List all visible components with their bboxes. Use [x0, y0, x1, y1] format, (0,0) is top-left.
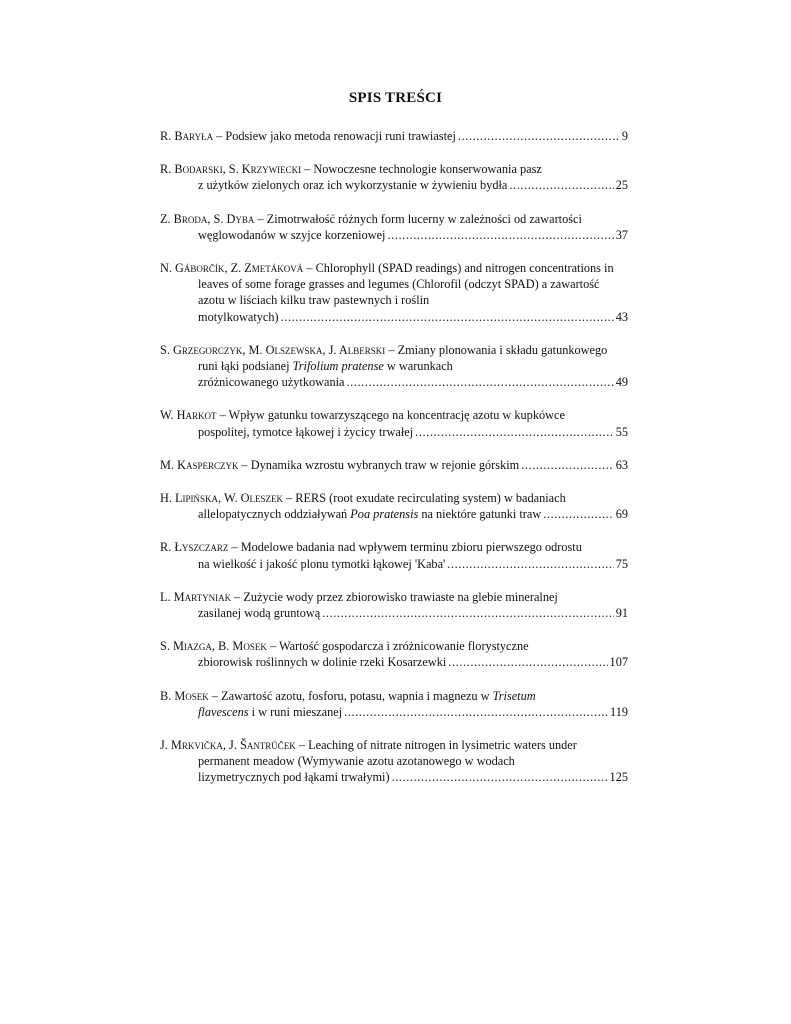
toc-entry-last-line: [160, 128, 456, 144]
toc-entry-text: i w runi mieszanej: [248, 704, 343, 719]
dot-leader: [521, 457, 614, 473]
toc-entry-text: osek: [185, 688, 209, 703]
toc-entry-text: R. Ł: [160, 540, 182, 555]
dot-leader: [509, 177, 613, 193]
toc-entry-heading: [160, 342, 628, 374]
toc-entry-text: – Zawartość azotu, fosforu, potasu, wapnia i magnezu w: [208, 688, 493, 703]
toc-entry-text: antrůček: [246, 738, 296, 753]
page-number: 9: [621, 129, 628, 143]
toc-entry: [160, 638, 628, 670]
toc-entry-text: – Modelowe badania nad wpływem terminu zbioru pierwszego odrostu: [228, 540, 582, 555]
toc-entry: [160, 342, 628, 391]
dot-leader: [344, 704, 608, 720]
toc-entry-text: – Wpływ gatunku towarzyszącego na koncentrację azotu w kupkówce: [216, 408, 565, 423]
toc-entry-text: Trifolium pratense: [292, 359, 384, 374]
toc-entry-text: w warunkach: [383, 359, 453, 374]
toc-entry-last-line: na wielkość i jakość plonu tymotki łąkowej 'Kaba': [198, 556, 446, 571]
dot-leader: [543, 506, 613, 522]
page-number: 43: [615, 309, 628, 324]
page-number: 37: [615, 227, 628, 242]
toc-entry: [160, 457, 628, 473]
toc-entry-text: – Leaching of nitrate nitrogen in lysimetric waters under permanent meadow (Wymywanie azotu azotanowego w wodach: [198, 738, 577, 769]
toc-entry: [160, 737, 628, 786]
toc-entry-text: osek: [243, 639, 267, 654]
toc-entry-text: , M. O: [242, 342, 275, 357]
toc-entry-last-line: z użytków zielonych oraz ich wykorzystanie w żywieniu bydła: [198, 178, 508, 193]
toc-entry-text: , J. Š: [222, 738, 247, 753]
page-number: 55: [615, 424, 628, 439]
toc-entry: [160, 161, 628, 193]
toc-entry-text: lszewska: [274, 342, 323, 357]
toc-entry-text: – Zimotrwałość różnych form lucerny w zależności od zawartości: [254, 211, 582, 226]
toc-entry-text: iazga: [183, 639, 212, 654]
toc-entry-text: H. L: [160, 491, 183, 506]
toc-entry-text: L. M: [160, 589, 185, 604]
toc-entry-text: na niektóre gatunki traw: [418, 507, 542, 522]
toc-entry-text: – Wartość gospodarcza i zróżnicowanie florystyczne: [266, 639, 529, 654]
toc-entry-last-line: [160, 457, 519, 473]
toc-entry-text: – Nowoczesne technologie konserwowania pasz: [301, 162, 542, 177]
toc-entry-leader-line: [160, 457, 628, 473]
toc-entry-text: rkvička: [181, 738, 223, 753]
toc-entry-text: aryła: [182, 129, 214, 143]
toc-entry: [160, 490, 628, 522]
toc-entry-text: – Zmiany plonowania i składu gatunkowego runi łąki podsianej: [198, 342, 608, 374]
toc-entry-heading: [160, 737, 628, 769]
toc-entry-text: roda: [181, 211, 208, 226]
toc-entry-text: , S. K: [222, 162, 251, 177]
toc-entry: [160, 260, 628, 325]
toc-entry-text: – Podsiew jako metoda renowacji runi trawiastej: [213, 129, 456, 143]
toc-entry-text: lberski: [347, 342, 386, 357]
toc-entry-text: S. G: [160, 342, 182, 357]
toc-entry-text: Trisetum: [492, 688, 536, 703]
table-of-contents: [160, 128, 628, 803]
page-number: 75: [615, 556, 628, 571]
toc-entry-leader-line: [160, 654, 628, 670]
dot-leader: [415, 424, 614, 440]
toc-entry-last-line: węglowodanów w szyjce korzeniowej: [198, 227, 386, 242]
toc-entry-heading: [160, 638, 628, 654]
toc-entry-text: S. M: [160, 639, 184, 654]
toc-entry-text: , B. M: [211, 639, 244, 654]
toc-entry-leader-line: [160, 227, 628, 243]
page-number: 25: [615, 178, 628, 193]
toc-entry-heading: [160, 539, 628, 555]
toc-entry-text: flavescens: [198, 704, 249, 719]
toc-entry: [160, 211, 628, 243]
toc-entry-text: allelopatycznych oddziaływań: [198, 507, 351, 522]
toc-entry-heading: [160, 211, 628, 227]
toc-entry-text: arkot: [185, 408, 217, 423]
page-number: 119: [610, 704, 628, 719]
toc-entry-text: R. B: [160, 162, 183, 177]
toc-entry-text: , Z. Z: [224, 261, 252, 276]
toc-entry: [160, 128, 628, 144]
page-number: 63: [615, 457, 628, 472]
toc-entry-text: N. G: [160, 261, 184, 276]
toc-entry-leader-line: [160, 374, 628, 390]
page-number: 125: [609, 770, 628, 785]
dot-leader: [281, 309, 614, 325]
toc-entry-leader-line: [160, 704, 628, 720]
toc-entry-text: Z. B: [160, 211, 182, 226]
dot-leader: [346, 374, 613, 390]
toc-entry-last-line: motylkowatych): [198, 309, 279, 324]
toc-entry-leader-line: [160, 424, 628, 440]
toc-entry: [160, 407, 628, 439]
toc-entry-last-line: [198, 506, 541, 522]
toc-entry-text: áborčík: [183, 261, 225, 276]
toc-entry-text: yszczarz: [181, 540, 229, 555]
page-number: 107: [609, 655, 628, 670]
toc-entry-text: , S. D: [207, 211, 236, 226]
toc-entry-text: leszek: [249, 491, 283, 506]
toc-entry-leader-line: [160, 309, 628, 325]
toc-entry-text: Poa pratensis: [350, 507, 419, 522]
toc-entry-last-line: zróżnicowanego użytkowania: [198, 375, 345, 390]
toc-entry-last-line: pospolitej, tymotce łąkowej i życicy trwałej: [198, 424, 414, 439]
toc-entry-leader-line: [160, 556, 628, 572]
toc-entry-text: metáková: [251, 261, 304, 276]
toc-entry-leader-line: [160, 605, 628, 621]
toc-entry-heading: [160, 490, 628, 506]
toc-entry: [160, 589, 628, 621]
page-number: 69: [615, 507, 628, 522]
toc-entry-leader-line: [160, 177, 628, 193]
toc-entry-text: – Dynamika wzrostu wybranych traw w rejonie górskim: [238, 457, 520, 472]
toc-entry-text: – Zużycie wody przez zbiorowisko trawiaste na glebie mineralnej: [231, 589, 558, 604]
toc-entry-text: W. H: [160, 408, 186, 423]
toc-entry-text: – RERS (root exudate recirculating system) w badaniach: [283, 491, 566, 506]
toc-entry-text: asperczyk: [185, 457, 239, 472]
toc-entry-text: yba: [235, 211, 255, 226]
toc-entry-leader-line: [160, 769, 628, 785]
toc-entry-text: M. K: [160, 457, 186, 472]
toc-entry-text: , J. A: [322, 342, 348, 357]
toc-entry-last-line: lizymetrycznych pod łąkami trwałymi): [198, 770, 390, 785]
toc-entry-text: – Chlorophyll (SPAD readings) and nitrogen concentrations in leaves of some forage grasses and legumes (Chlorofil (odczyt SPAD) a zawartość azotu w liściach kilku traw pastewnych i roślin: [198, 261, 614, 308]
toc-entry-heading: [160, 688, 628, 704]
toc-entry-text: ipińska: [182, 491, 219, 506]
page-number: 49: [615, 375, 628, 390]
toc-entry-last-line: zasilanej wodą gruntową: [198, 606, 321, 621]
toc-entry-heading: [160, 161, 628, 177]
toc-entry-text: J. M: [160, 738, 182, 753]
toc-entry-leader-line: [160, 506, 628, 522]
dot-leader: [392, 769, 608, 785]
toc-entry: [160, 539, 628, 571]
toc-entry-heading: [160, 589, 628, 605]
toc-entry-text: rzegorczyk: [181, 342, 243, 357]
page-title: SPIS TREŚCI: [348, 90, 443, 106]
dot-leader: [387, 227, 613, 243]
toc-entry-text: rzywiecki: [250, 162, 302, 177]
toc-entry-text: B. M: [160, 688, 186, 703]
dot-leader: [448, 654, 607, 670]
toc-entry-text: odarski: [182, 162, 223, 177]
toc-entry-leader-line: [160, 128, 628, 144]
toc-entry: [160, 688, 628, 720]
page-number: 91: [615, 606, 628, 621]
toc-entry-last-line: [198, 704, 342, 720]
toc-entry-heading: [160, 260, 628, 309]
toc-entry-last-line: zbiorowisk roślinnych w dolinie rzeki Kosarzewki: [198, 655, 447, 670]
dot-leader: [322, 605, 613, 621]
toc-entry-heading: [160, 407, 628, 423]
toc-entry-text: artyniak: [184, 589, 232, 604]
dot-leader: [458, 128, 620, 144]
dot-leader: [447, 556, 613, 572]
toc-entry-text: , W. O: [218, 491, 250, 506]
toc-entry-text: R. B: [160, 129, 183, 143]
